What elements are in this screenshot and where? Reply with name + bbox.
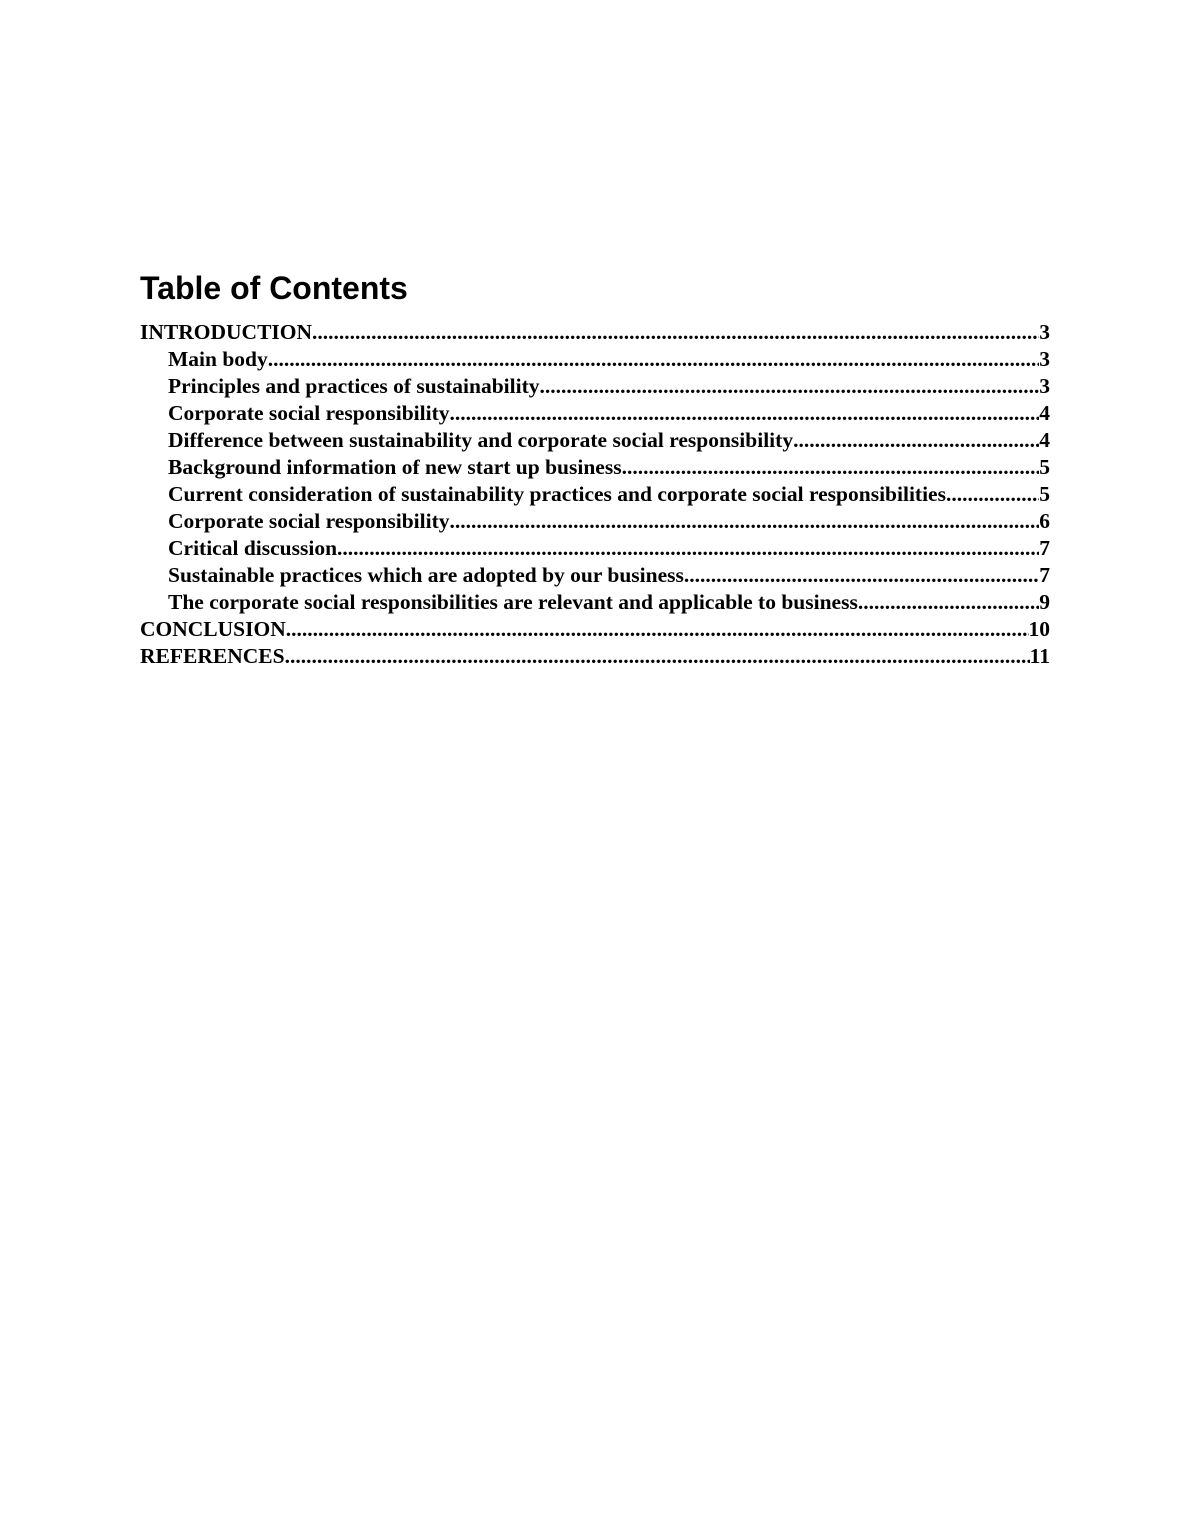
toc-page-number: 4 [1039,401,1050,425]
toc-dot-leader [539,373,1039,400]
toc-entry-current-consideration[interactable] [140,481,1050,508]
toc-page-number: 3 [1039,320,1050,344]
toc-dot-leader [622,454,1040,481]
toc-entry-label: INTRODUCTION [140,320,313,344]
toc-dot-leader [449,400,1039,427]
toc-entry-critical-discussion[interactable] [140,535,1050,562]
toc-dot-leader [449,508,1039,535]
toc-page-number: 3 [1039,374,1050,398]
toc-dot-leader [337,535,1039,562]
toc-page-number: 5 [1039,482,1050,506]
toc-dot-leader [684,562,1039,589]
toc-entry-csr-2[interactable] [140,508,1050,535]
toc-entry-label: Sustainable practices which are adopted by our business [168,563,684,587]
toc-entry-label: Principles and practices of sustainability [168,374,540,398]
toc-entry-label: Critical discussion [168,536,338,560]
toc-dot-leader [268,346,1039,373]
toc-entry-references[interactable] [140,643,1050,670]
toc-entry-label: Background information of new start up business [168,455,622,479]
toc-entry-main-body[interactable] [140,346,1050,373]
toc-entry-background[interactable] [140,454,1050,481]
toc-page-number: 11 [1029,644,1050,668]
toc-page-number: 7 [1039,536,1050,560]
toc-entry-introduction[interactable] [140,319,1050,346]
toc-page-number: 6 [1039,509,1050,533]
toc-list [140,319,1050,670]
toc-entry-label: CONCLUSION [140,617,286,641]
toc-dot-leader [946,481,1039,508]
toc-entry-label: Corporate social responsibility [168,509,450,533]
toc-entry-label: Current consideration of sustainability practices and corporate social responsibilities [168,482,946,506]
toc-entry-label: Corporate social responsibility [168,401,450,425]
toc-dot-leader [793,427,1039,454]
toc-dot-leader [286,616,1029,643]
toc-page-number: 5 [1039,455,1050,479]
table-of-contents [140,268,1050,670]
toc-page-number: 9 [1039,590,1050,614]
toc-entry-sustainable-practices[interactable] [140,562,1050,589]
toc-page-number: 4 [1039,428,1050,452]
toc-entry-principles-sustainability[interactable] [140,373,1050,400]
toc-entry-difference[interactable] [140,427,1050,454]
toc-dot-leader [285,643,1030,670]
toc-entry-label: Difference between sustainability and corporate social responsibility [168,428,794,452]
toc-dot-leader [858,589,1039,616]
toc-dot-leader [312,319,1039,346]
toc-heading: Table of Contents [140,270,408,306]
toc-entry-csr-relevant[interactable] [140,589,1050,616]
toc-entry-label: The corporate social responsibilities are relevant and applicable to business [168,590,858,614]
toc-entry-label: Main body [168,347,268,371]
toc-entry-label: REFERENCES [140,644,285,668]
toc-page-number: 3 [1039,347,1050,371]
toc-page-number: 10 [1028,617,1050,641]
toc-entry-csr[interactable] [140,400,1050,427]
toc-entry-conclusion[interactable] [140,616,1050,643]
toc-page-number: 7 [1039,563,1050,587]
